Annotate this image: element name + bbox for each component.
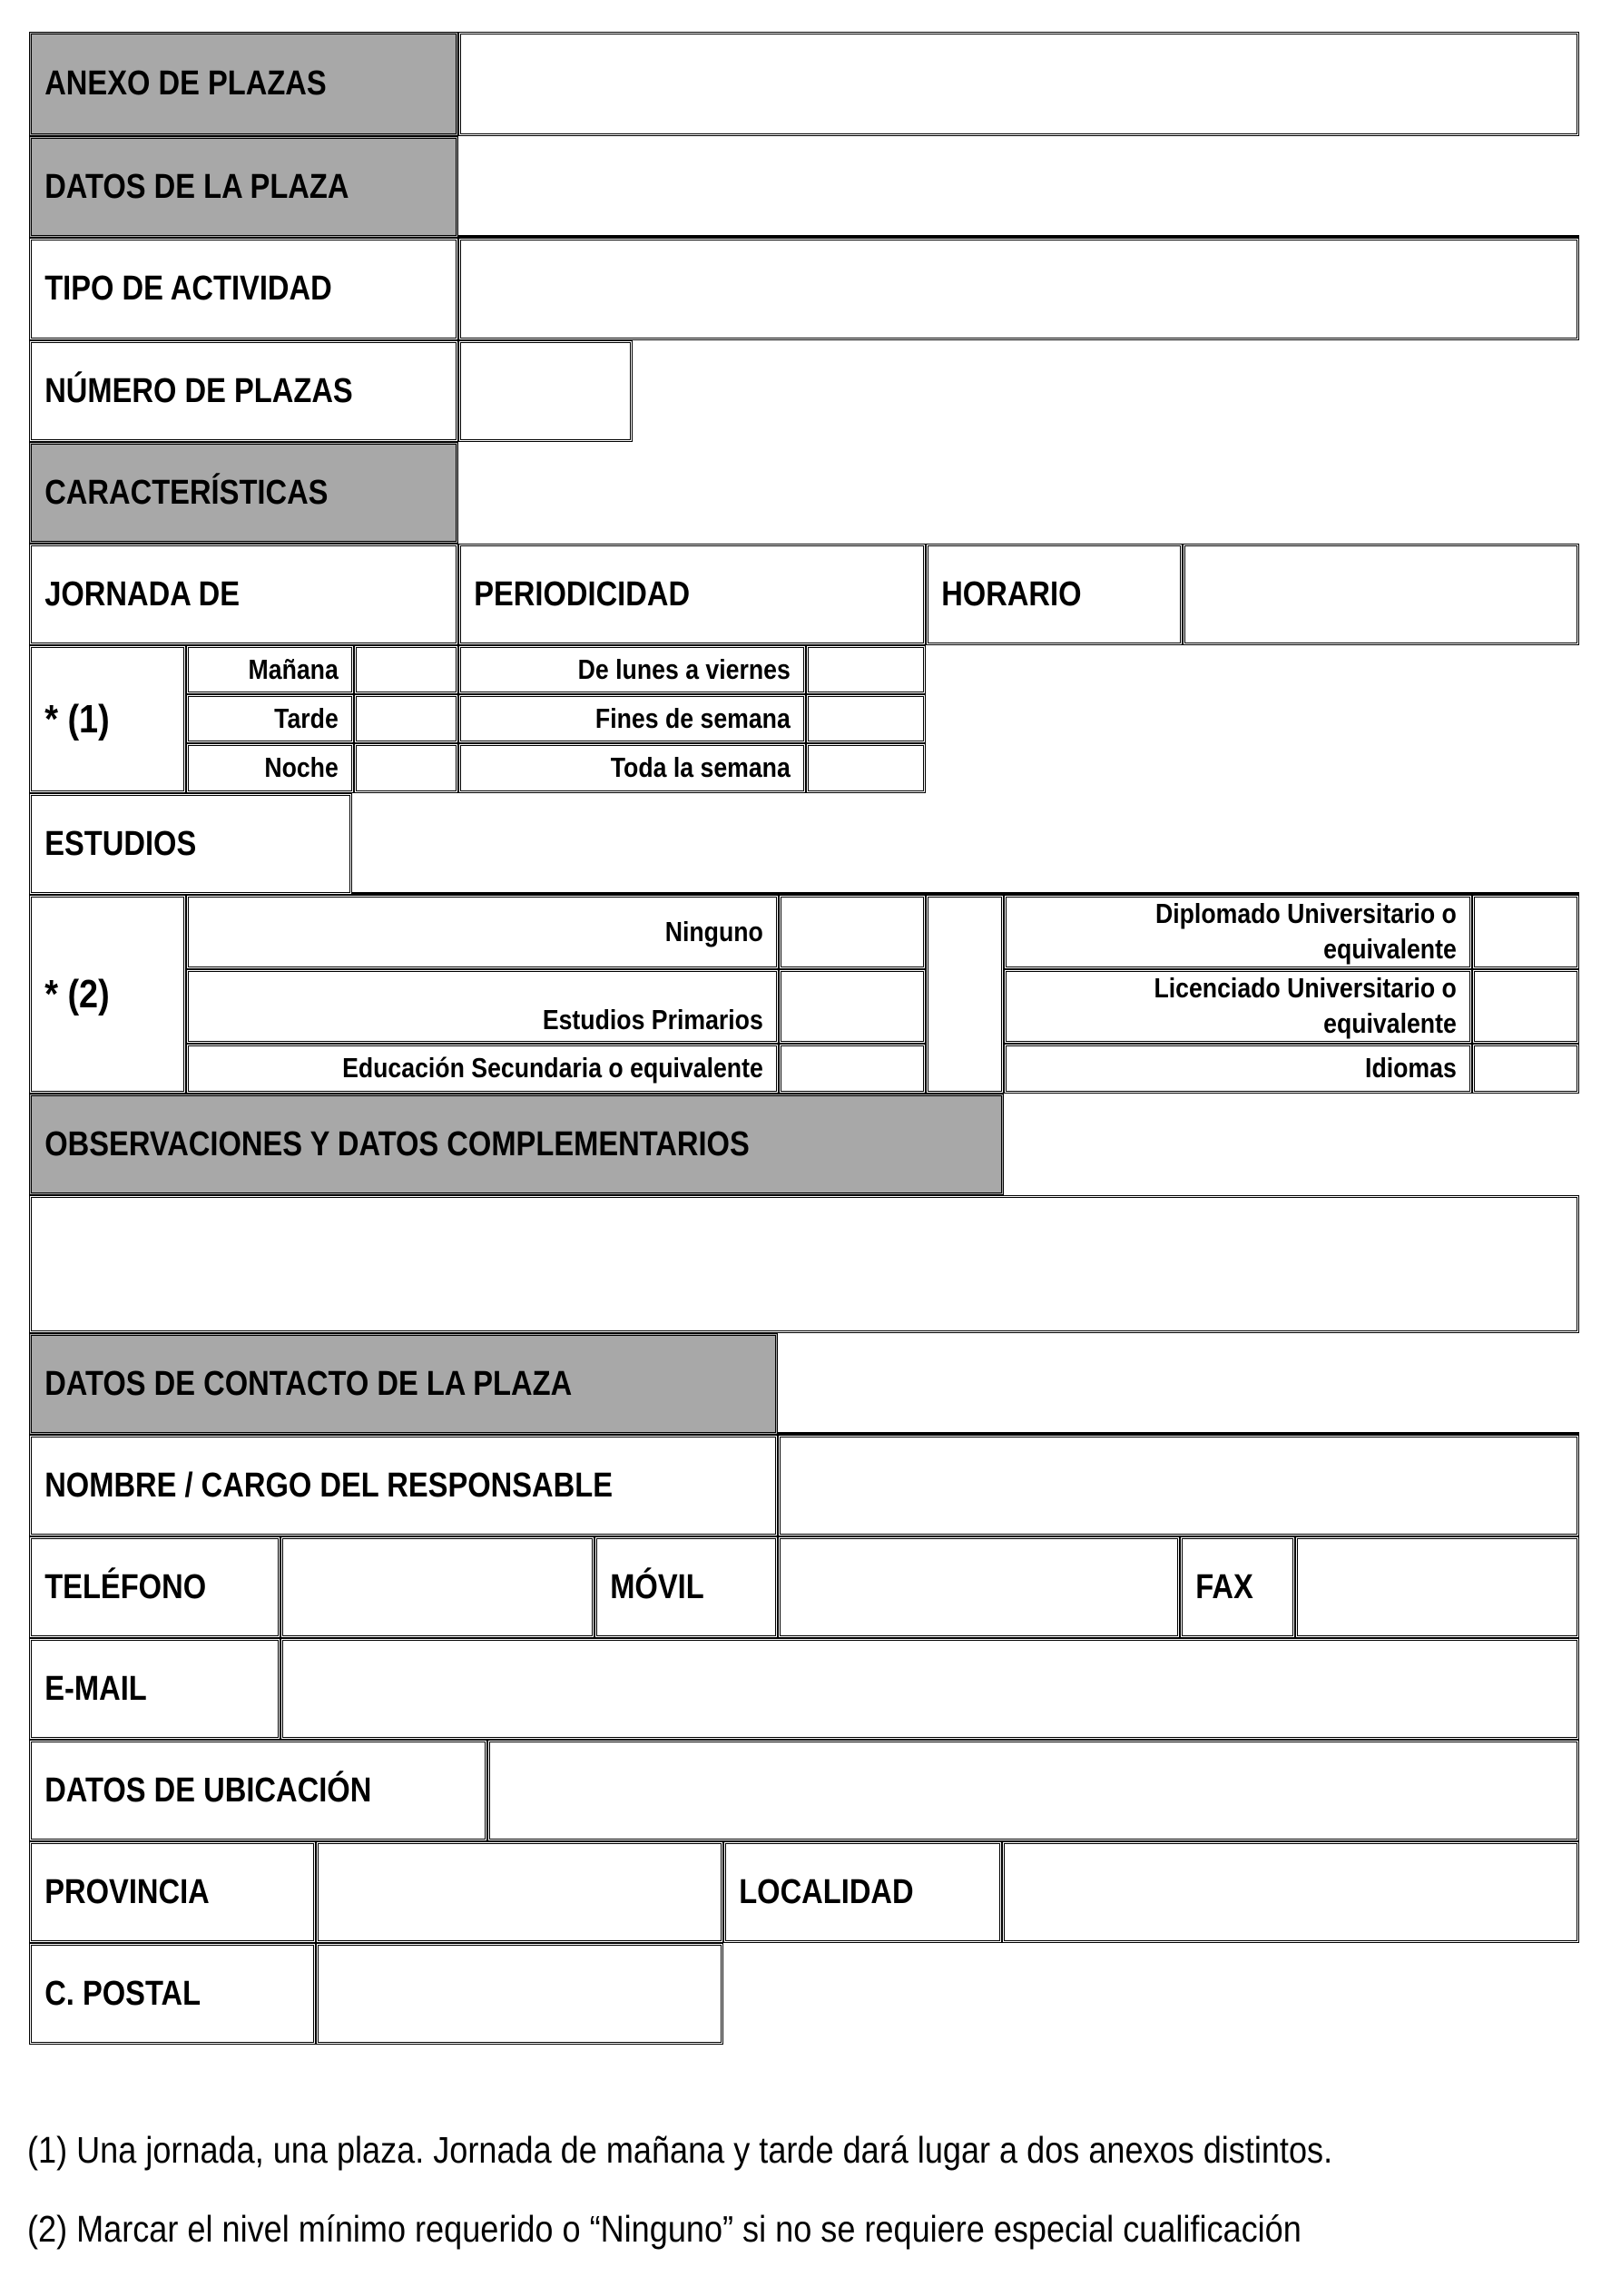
numero-plazas-input[interactable] <box>458 340 633 442</box>
primarios-label: Estudios Primarios <box>542 1003 763 1035</box>
secundaria-label: Educación Secundaria o equivalente <box>342 1052 763 1084</box>
telefono-label: TELÉFONO <box>44 1567 207 1606</box>
caracteristicas-label: CARACTERÍSTICAS <box>44 473 329 512</box>
contacto-label: DATOS DE CONTACTO DE LA PLAZA <box>44 1364 573 1403</box>
primarios-checkbox[interactable] <box>779 969 926 1044</box>
tarde-label: Tarde <box>274 702 339 734</box>
ninguno-checkbox[interactable] <box>779 895 926 969</box>
localidad-input[interactable] <box>1002 1841 1579 1943</box>
ninguno-label: Ninguno <box>664 915 763 947</box>
ubicacion-label: DATOS DE UBICACIÓN <box>44 1771 372 1810</box>
noche-checkbox[interactable] <box>354 743 458 793</box>
observaciones-label: OBSERVACIONES Y DATOS COMPLEMENTARIOS <box>44 1124 750 1163</box>
idiomas-checkbox[interactable] <box>1472 1044 1579 1094</box>
anexo-label: ANEXO DE PLAZAS <box>44 64 327 103</box>
postal-label: C. POSTAL <box>44 1974 201 2013</box>
fines-semana-checkbox[interactable] <box>806 694 926 743</box>
manana-label: Mañana <box>248 652 339 685</box>
tipo-actividad-input[interactable] <box>458 238 1579 340</box>
ref2-label: * (2) <box>44 971 110 1016</box>
jornada-label: JORNADA DE <box>44 574 241 613</box>
datos-plaza-label: DATOS DE LA PLAZA <box>44 167 349 206</box>
fax-input[interactable] <box>1295 1536 1579 1638</box>
lunes-viernes-label: De lunes a viernes <box>577 652 791 685</box>
periodicidad-label: PERIODICIDAD <box>474 574 691 613</box>
licenciado-label: Licenciado Universitario o equivalente <box>1154 972 1457 1039</box>
lunes-viernes-checkbox[interactable] <box>806 645 926 694</box>
email-input[interactable] <box>280 1638 1579 1740</box>
provincia-label: PROVINCIA <box>44 1872 210 1911</box>
observaciones-input[interactable] <box>29 1195 1579 1333</box>
tipo-actividad-label: TIPO DE ACTIVIDAD <box>44 270 332 308</box>
footnote-1: (1) Una jornada, una plaza. Jornada de mañana y tarde dará lugar a dos anexos distintos. <box>27 2129 1333 2171</box>
horario-label: HORARIO <box>941 574 1082 613</box>
anexo-input[interactable] <box>458 32 1579 136</box>
diplomado-label: Diplomado Universitario o equivalente <box>1154 898 1457 965</box>
idiomas-label: Idiomas <box>1365 1052 1457 1084</box>
spacer-cell <box>926 895 1004 1094</box>
provincia-input[interactable] <box>316 1841 723 1943</box>
movil-input[interactable] <box>778 1536 1180 1638</box>
tarde-checkbox[interactable] <box>354 694 458 743</box>
estudios-label: ESTUDIOS <box>44 824 197 863</box>
horario-input[interactable] <box>1183 544 1579 645</box>
toda-semana-checkbox[interactable] <box>806 743 926 793</box>
fax-label: FAX <box>1195 1567 1253 1606</box>
fines-semana-label: Fines de semana <box>594 702 791 734</box>
footnote-2: (2) Marcar el nivel mínimo requerido o “Ninguno” si no se requiere especial cualificación <box>27 2208 1302 2250</box>
secundaria-checkbox[interactable] <box>779 1044 926 1094</box>
licenciado-checkbox[interactable] <box>1472 969 1579 1044</box>
manana-checkbox[interactable] <box>354 645 458 694</box>
telefono-input[interactable] <box>280 1536 594 1638</box>
responsable-label: NOMBRE / CARGO DEL RESPONSABLE <box>44 1466 614 1505</box>
localidad-label: LOCALIDAD <box>739 1872 914 1911</box>
movil-label: MÓVIL <box>610 1567 704 1606</box>
ref1-label: * (1) <box>44 696 110 741</box>
email-label: E-MAIL <box>44 1669 147 1708</box>
toda-semana-label: Toda la semana <box>610 751 791 784</box>
diplomado-checkbox[interactable] <box>1472 895 1579 969</box>
ubicacion-input[interactable] <box>487 1740 1579 1841</box>
postal-input[interactable] <box>316 1943 723 2045</box>
responsable-input[interactable] <box>778 1435 1579 1536</box>
noche-label: Noche <box>264 751 339 784</box>
numero-plazas-label: NÚMERO DE PLAZAS <box>44 371 353 410</box>
